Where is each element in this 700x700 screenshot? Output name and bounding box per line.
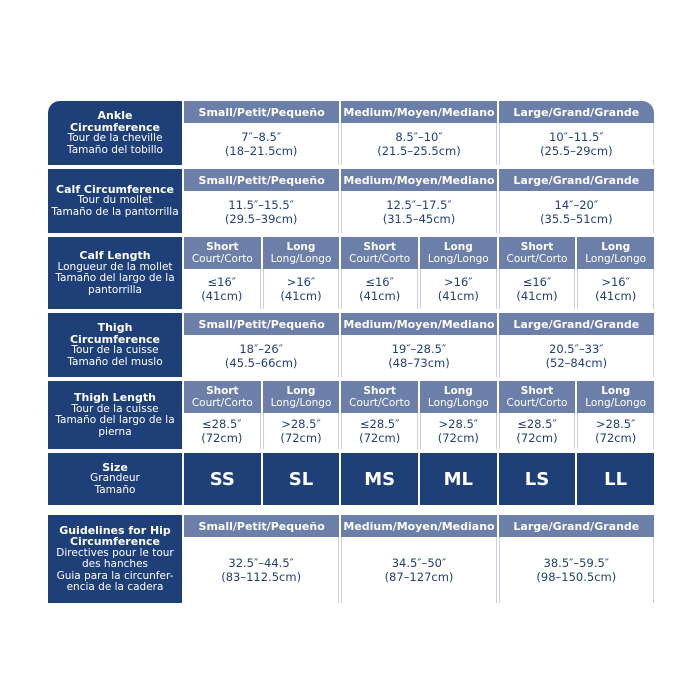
value-in: ≤16″ (207, 275, 237, 289)
calf-header-small: Small/Petit/Pequeño (184, 169, 339, 191)
sub-tr: Court/Corto (506, 253, 568, 265)
thigh-medium-in: 19″–28.5″ (391, 342, 447, 356)
ankle-label (48, 101, 182, 165)
calf-length-value-6 (577, 269, 654, 309)
thigh-length-sub-4 (420, 381, 497, 413)
sub-tr: Long/Longo (585, 253, 647, 265)
sub-en: Short (363, 385, 396, 397)
thigh-length-block (48, 381, 654, 449)
calf-length-label (48, 237, 182, 309)
calf-length-sub-3 (341, 237, 418, 269)
value-cm: (72cm) (359, 431, 401, 445)
hip-large-cm: (98–150.5cm) (536, 570, 617, 584)
sub-tr: Long/Longo (270, 397, 332, 409)
sub-en: Short (206, 385, 239, 397)
calf-length-value-3 (341, 269, 418, 309)
hip-small-in: 32.5″–44.5″ (228, 556, 294, 570)
sub-en: Short (363, 241, 396, 253)
thigh-length-fr: Tour de la cuisse (71, 402, 159, 415)
thigh-length-value-4 (420, 413, 497, 449)
value-in: >16″ (601, 275, 630, 289)
sub-en: Short (520, 385, 554, 397)
calf-header-medium: Medium/Moyen/Mediano (341, 169, 496, 191)
calf-length-sub-6 (577, 237, 654, 269)
thigh-medium-cm: (48–73cm) (388, 356, 450, 370)
calf-length-es: Tamaño del largo de la pantorrilla (55, 272, 175, 296)
calf-label (48, 169, 182, 233)
value-cm: (41cm) (201, 289, 243, 303)
thigh-header-large: Large/Grand/Grande (499, 313, 654, 335)
ankle-value-medium (341, 123, 496, 165)
thigh-length-title: Thigh Length (74, 391, 156, 404)
size-label (48, 453, 182, 505)
size-block (48, 453, 654, 505)
value-cm: (41cm) (280, 289, 322, 303)
thigh-length-label (48, 381, 182, 449)
thigh-fr: Tour de la cuisse (71, 344, 159, 356)
calf-value-medium (341, 191, 496, 233)
size-code-ml: ML (420, 453, 497, 505)
sub-tr: Court/Corto (349, 253, 411, 265)
ankle-small-cm: (18–21.5cm) (224, 144, 298, 158)
sub-en: Long (443, 385, 473, 397)
hip-large-in: 38.5″–59.5″ (543, 556, 610, 570)
thigh-title: Thigh Circumference (69, 321, 161, 346)
hip-header-medium: Medium/Moyen/Mediano (341, 515, 496, 537)
size-es: Tamaño (94, 483, 136, 496)
value-cm: (72cm) (280, 431, 322, 445)
value-cm: (41cm) (359, 289, 401, 303)
thigh-label (48, 313, 182, 377)
ankle-medium-cm: (21.5–25.5cm) (377, 144, 461, 158)
sub-en: Long (601, 241, 631, 253)
value-in: >16″ (286, 275, 316, 289)
thigh-length-value-1 (184, 413, 261, 449)
size-code-ls: LS (499, 453, 576, 505)
hip-value-small (184, 537, 339, 603)
sub-tr: Long/Longo (270, 253, 332, 265)
calf-fr: Tour du mollet (77, 194, 153, 207)
sub-en: Long (286, 241, 316, 253)
thigh-header-medium: Medium/Moyen/Mediano (341, 313, 496, 335)
sub-en: Long (601, 385, 631, 397)
value-cm: (41cm) (595, 289, 637, 303)
calf-length-value-4 (420, 269, 497, 309)
value-in: ≤28.5″ (359, 417, 400, 431)
thigh-length-sub-1 (184, 381, 261, 413)
hip-block (48, 515, 654, 603)
size-fr: Grandeur (90, 472, 140, 485)
calf-length-value-5 (499, 269, 576, 309)
sub-tr: Court/Corto (191, 253, 253, 265)
thigh-length-sub-3 (341, 381, 418, 413)
ankle-es: Tamaño del tobillo (67, 143, 163, 156)
value-cm: (72cm) (201, 431, 243, 445)
sub-tr: Long/Longo (427, 253, 489, 265)
thigh-value-large (499, 335, 654, 377)
value-cm: (41cm) (437, 289, 479, 303)
value-cm: (72cm) (595, 431, 637, 445)
hip-value-medium (341, 537, 496, 603)
value-in: ≤28.5″ (202, 417, 242, 431)
value-cm: (72cm) (437, 431, 479, 445)
thigh-length-value-2 (263, 413, 340, 449)
hip-medium-cm: (87–127cm) (384, 570, 454, 584)
value-in: ≤16″ (522, 275, 552, 289)
ankle-block (48, 101, 654, 165)
value-in: >28.5″ (438, 417, 479, 431)
hip-es: Guia para la circunfer-encia de la cadera (56, 569, 174, 593)
calf-value-large (499, 191, 654, 233)
value-cm: (41cm) (516, 289, 558, 303)
value-in: >28.5″ (595, 417, 636, 431)
calf-small-in: 11.5″–15.5″ (228, 198, 294, 212)
hip-fr: Directives pour le tour des hanches (56, 546, 174, 570)
calf-large-cm: (35.5–51cm) (540, 212, 613, 226)
ankle-value-large (499, 123, 654, 165)
ankle-header-small: Small/Petit/Pequeño (184, 101, 339, 123)
size-code-sl: SL (263, 453, 340, 505)
thigh-length-sub-2 (263, 381, 340, 413)
thigh-header-small: Small/Petit/Pequeño (184, 313, 339, 335)
value-in: >28.5″ (281, 417, 321, 431)
value-cm: (72cm) (516, 431, 558, 445)
sub-en: Long (443, 241, 473, 253)
ankle-large-in: 10″–11.5″ (549, 130, 604, 144)
ankle-title: Ankle Circumference (69, 109, 161, 134)
thigh-length-value-6 (577, 413, 654, 449)
thigh-large-cm: (52–84cm) (545, 356, 608, 370)
ankle-header-large: Large/Grand/Grande (499, 101, 654, 123)
sub-tr: Long/Longo (427, 397, 489, 409)
hip-header-small: Small/Petit/Pequeño (184, 515, 339, 537)
calf-large-in: 14″–20″ (554, 198, 599, 212)
hip-medium-in: 34.5″–50″ (391, 556, 447, 570)
ankle-small-in: 7″–8.5″ (241, 130, 282, 144)
hip-label (48, 515, 182, 603)
calf-length-fr: Longueur de la mollet (57, 260, 173, 273)
thigh-length-es: Tamaño del largo de la pierna (55, 414, 175, 438)
hip-title: Guidelines for Hip Circumference (59, 523, 171, 548)
sub-tr: Court/Corto (191, 397, 253, 409)
sub-tr: Long/Longo (585, 397, 647, 409)
calf-length-value-2 (263, 269, 340, 309)
hip-value-large (499, 537, 654, 603)
size-chart (48, 101, 654, 607)
thigh-value-small (184, 335, 339, 377)
thigh-es: Tamaño del muslo (67, 355, 163, 368)
ankle-header-medium: Medium/Moyen/Mediano (341, 101, 496, 123)
calf-block (48, 169, 654, 233)
sub-tr: Court/Corto (349, 397, 411, 409)
hip-header-large: Large/Grand/Grande (499, 515, 654, 537)
calf-length-sub-2 (263, 237, 340, 269)
sub-en: Short (206, 241, 239, 253)
sub-en: Short (520, 241, 554, 253)
calf-length-sub-4 (420, 237, 497, 269)
calf-length-title: Calf Length (79, 249, 151, 262)
calf-medium-cm: (31.5–45cm) (382, 212, 456, 226)
thigh-value-medium (341, 335, 496, 377)
thigh-length-sub-6 (577, 381, 654, 413)
calf-length-value-1 (184, 269, 261, 309)
thigh-large-in: 20.5″–33″ (549, 342, 604, 356)
thigh-small-in: 18″–26″ (239, 342, 283, 356)
ankle-value-small (184, 123, 339, 165)
thigh-length-value-5 (499, 413, 576, 449)
thigh-length-value-3 (341, 413, 418, 449)
thigh-small-cm: (45.5–66cm) (224, 356, 298, 370)
hip-small-cm: (83–112.5cm) (221, 570, 302, 584)
ankle-medium-in: 8.5″–10″ (395, 130, 443, 144)
calf-medium-in: 12.5″–17.5″ (386, 198, 452, 212)
value-in: ≤28.5″ (517, 417, 557, 431)
calf-length-sub-1 (184, 237, 261, 269)
size-code-ll: LL (577, 453, 654, 505)
size-code-ss: SS (184, 453, 261, 505)
size-title: Size (102, 460, 128, 474)
calf-small-cm: (29.5–39cm) (224, 212, 298, 226)
calf-header-large: Large/Grand/Grande (499, 169, 654, 191)
ankle-large-cm: (25.5–29cm) (540, 144, 613, 158)
thigh-length-sub-5 (499, 381, 576, 413)
value-in: >16″ (444, 275, 473, 289)
ankle-fr: Tour de la cheville (67, 132, 163, 144)
thigh-block (48, 313, 654, 377)
calf-es: Tamaño de la pantorrilla (51, 205, 179, 218)
calf-length-block (48, 237, 654, 309)
value-in: ≤16″ (365, 275, 394, 289)
sub-en: Long (286, 385, 316, 397)
calf-value-small (184, 191, 339, 233)
sub-tr: Court/Corto (506, 397, 568, 409)
calf-length-sub-5 (499, 237, 576, 269)
calf-title: Calf Circumference (56, 182, 174, 196)
size-code-ms: MS (341, 453, 418, 505)
